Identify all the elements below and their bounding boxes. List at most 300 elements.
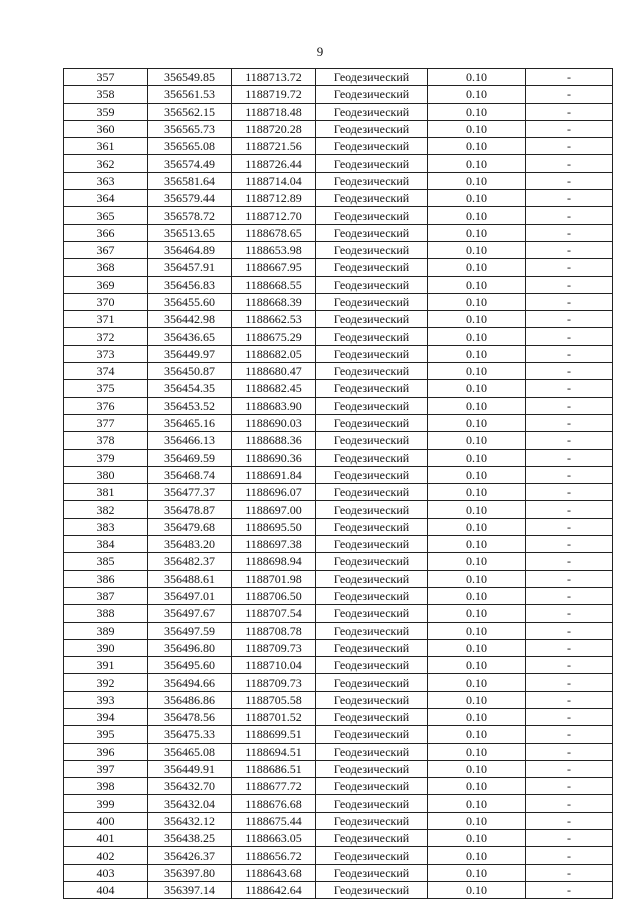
- method-cell: Геодезический: [316, 259, 428, 276]
- precision-cell: 0.10: [428, 311, 526, 328]
- x-coordinate-cell: 356466.13: [148, 432, 232, 449]
- y-coordinate-cell: 1188720.28: [232, 120, 316, 137]
- precision-cell: 0.10: [428, 138, 526, 155]
- x-coordinate-cell: 356465.08: [148, 743, 232, 760]
- precision-cell: 0.10: [428, 536, 526, 553]
- table-row: [64, 380, 613, 397]
- point-number-cell: 359: [64, 103, 148, 120]
- method-cell: Геодезический: [316, 881, 428, 898]
- y-coordinate-cell: 1188683.90: [232, 397, 316, 414]
- point-number-cell: 382: [64, 501, 148, 518]
- y-coordinate-cell: 1188706.50: [232, 587, 316, 604]
- x-coordinate-cell: 356496.80: [148, 639, 232, 656]
- precision-cell: 0.10: [428, 553, 526, 570]
- table-row: [64, 587, 613, 604]
- point-number-cell: 366: [64, 224, 148, 241]
- note-cell: -: [526, 691, 613, 708]
- note-cell: -: [526, 778, 613, 795]
- y-coordinate-cell: 1188726.44: [232, 155, 316, 172]
- precision-cell: 0.10: [428, 657, 526, 674]
- x-coordinate-cell: 356469.59: [148, 449, 232, 466]
- table-row: [64, 466, 613, 483]
- method-cell: Геодезический: [316, 207, 428, 224]
- table-row: [64, 605, 613, 622]
- precision-cell: 0.10: [428, 397, 526, 414]
- method-cell: Геодезический: [316, 743, 428, 760]
- point-number-cell: 374: [64, 363, 148, 380]
- point-number-cell: 394: [64, 708, 148, 725]
- point-number-cell: 402: [64, 847, 148, 864]
- note-cell: -: [526, 760, 613, 777]
- y-coordinate-cell: 1188690.36: [232, 449, 316, 466]
- y-coordinate-cell: 1188677.72: [232, 778, 316, 795]
- x-coordinate-cell: 356442.98: [148, 311, 232, 328]
- x-coordinate-cell: 356457.91: [148, 259, 232, 276]
- table-row: [64, 155, 613, 172]
- precision-cell: 0.10: [428, 760, 526, 777]
- note-cell: -: [526, 345, 613, 362]
- precision-cell: 0.10: [428, 743, 526, 760]
- point-number-cell: 399: [64, 795, 148, 812]
- method-cell: Геодезический: [316, 864, 428, 881]
- y-coordinate-cell: 1188695.50: [232, 518, 316, 535]
- precision-cell: 0.10: [428, 518, 526, 535]
- method-cell: Геодезический: [316, 795, 428, 812]
- y-coordinate-cell: 1188682.05: [232, 345, 316, 362]
- method-cell: Геодезический: [316, 172, 428, 189]
- method-cell: Геодезический: [316, 363, 428, 380]
- method-cell: Геодезический: [316, 155, 428, 172]
- x-coordinate-cell: 356432.12: [148, 812, 232, 829]
- table-row: [64, 622, 613, 639]
- point-number-cell: 378: [64, 432, 148, 449]
- table-row: [64, 207, 613, 224]
- method-cell: Геодезический: [316, 639, 428, 656]
- y-coordinate-cell: 1188662.53: [232, 311, 316, 328]
- y-coordinate-cell: 1188713.72: [232, 69, 316, 86]
- y-coordinate-cell: 1188663.05: [232, 830, 316, 847]
- table-row: [64, 657, 613, 674]
- x-coordinate-cell: 356475.33: [148, 726, 232, 743]
- y-coordinate-cell: 1188714.04: [232, 172, 316, 189]
- point-number-cell: 376: [64, 397, 148, 414]
- note-cell: -: [526, 69, 613, 86]
- point-number-cell: 401: [64, 830, 148, 847]
- method-cell: Геодезический: [316, 414, 428, 431]
- x-coordinate-cell: 356449.97: [148, 345, 232, 362]
- note-cell: -: [526, 449, 613, 466]
- y-coordinate-cell: 1188653.98: [232, 241, 316, 258]
- table-row: [64, 864, 613, 881]
- table-row: [64, 708, 613, 725]
- x-coordinate-cell: 356477.37: [148, 484, 232, 501]
- table-row: [64, 432, 613, 449]
- table-row: [64, 276, 613, 293]
- precision-cell: 0.10: [428, 155, 526, 172]
- point-number-cell: 381: [64, 484, 148, 501]
- page-number: 9: [316, 44, 324, 59]
- note-cell: -: [526, 743, 613, 760]
- method-cell: Геодезический: [316, 760, 428, 777]
- table-row: [64, 881, 613, 898]
- table-row: [64, 259, 613, 276]
- precision-cell: 0.10: [428, 224, 526, 241]
- table-row: [64, 328, 613, 345]
- method-cell: Геодезический: [316, 622, 428, 639]
- y-coordinate-cell: 1188699.51: [232, 726, 316, 743]
- point-number-cell: 395: [64, 726, 148, 743]
- note-cell: -: [526, 86, 613, 103]
- table-row: [64, 484, 613, 501]
- table-row: [64, 414, 613, 431]
- point-number-cell: 400: [64, 812, 148, 829]
- point-number-cell: 362: [64, 155, 148, 172]
- y-coordinate-cell: 1188668.55: [232, 276, 316, 293]
- y-coordinate-cell: 1188719.72: [232, 86, 316, 103]
- table-row: [64, 138, 613, 155]
- precision-cell: 0.10: [428, 778, 526, 795]
- x-coordinate-cell: 356495.60: [148, 657, 232, 674]
- method-cell: Геодезический: [316, 432, 428, 449]
- y-coordinate-cell: 1188668.39: [232, 293, 316, 310]
- y-coordinate-cell: 1188682.45: [232, 380, 316, 397]
- method-cell: Геодезический: [316, 587, 428, 604]
- method-cell: Геодезический: [316, 86, 428, 103]
- x-coordinate-cell: 356513.65: [148, 224, 232, 241]
- point-number-cell: 387: [64, 587, 148, 604]
- point-number-cell: 364: [64, 190, 148, 207]
- table-row: [64, 830, 613, 847]
- note-cell: -: [526, 190, 613, 207]
- method-cell: Геодезический: [316, 847, 428, 864]
- x-coordinate-cell: 356579.44: [148, 190, 232, 207]
- note-cell: -: [526, 657, 613, 674]
- point-number-cell: 368: [64, 259, 148, 276]
- method-cell: Геодезический: [316, 449, 428, 466]
- table-row: [64, 760, 613, 777]
- method-cell: Геодезический: [316, 708, 428, 725]
- x-coordinate-cell: 356565.08: [148, 138, 232, 155]
- y-coordinate-cell: 1188675.29: [232, 328, 316, 345]
- table-row: [64, 501, 613, 518]
- method-cell: Геодезический: [316, 103, 428, 120]
- precision-cell: 0.10: [428, 587, 526, 604]
- x-coordinate-cell: 356574.49: [148, 155, 232, 172]
- point-number-cell: 404: [64, 881, 148, 898]
- x-coordinate-cell: 356456.83: [148, 276, 232, 293]
- table-row: [64, 795, 613, 812]
- precision-cell: 0.10: [428, 86, 526, 103]
- method-cell: Геодезический: [316, 691, 428, 708]
- precision-cell: 0.10: [428, 812, 526, 829]
- method-cell: Геодезический: [316, 241, 428, 258]
- note-cell: -: [526, 241, 613, 258]
- x-coordinate-cell: 356497.01: [148, 587, 232, 604]
- x-coordinate-cell: 356454.35: [148, 380, 232, 397]
- note-cell: -: [526, 587, 613, 604]
- y-coordinate-cell: 1188697.00: [232, 501, 316, 518]
- y-coordinate-cell: 1188686.51: [232, 760, 316, 777]
- precision-cell: 0.10: [428, 622, 526, 639]
- method-cell: Геодезический: [316, 778, 428, 795]
- precision-cell: 0.10: [428, 830, 526, 847]
- note-cell: -: [526, 207, 613, 224]
- y-coordinate-cell: 1188688.36: [232, 432, 316, 449]
- precision-cell: 0.10: [428, 605, 526, 622]
- point-number-cell: 377: [64, 414, 148, 431]
- point-number-cell: 367: [64, 241, 148, 258]
- method-cell: Геодезический: [316, 812, 428, 829]
- x-coordinate-cell: 356479.68: [148, 518, 232, 535]
- point-number-cell: 388: [64, 605, 148, 622]
- y-coordinate-cell: 1188701.98: [232, 570, 316, 587]
- y-coordinate-cell: 1188707.54: [232, 605, 316, 622]
- point-number-cell: 390: [64, 639, 148, 656]
- x-coordinate-cell: 356453.52: [148, 397, 232, 414]
- table-row: [64, 743, 613, 760]
- precision-cell: 0.10: [428, 207, 526, 224]
- y-coordinate-cell: 1188678.65: [232, 224, 316, 241]
- table-row: [64, 120, 613, 137]
- precision-cell: 0.10: [428, 120, 526, 137]
- x-coordinate-cell: 356565.73: [148, 120, 232, 137]
- x-coordinate-cell: 356497.67: [148, 605, 232, 622]
- method-cell: Геодезический: [316, 518, 428, 535]
- x-coordinate-cell: 356488.61: [148, 570, 232, 587]
- method-cell: Геодезический: [316, 484, 428, 501]
- table-row: [64, 449, 613, 466]
- note-cell: -: [526, 622, 613, 639]
- method-cell: Геодезический: [316, 726, 428, 743]
- note-cell: -: [526, 155, 613, 172]
- point-number-cell: 360: [64, 120, 148, 137]
- precision-cell: 0.10: [428, 674, 526, 691]
- table-row: [64, 726, 613, 743]
- method-cell: Геодезический: [316, 311, 428, 328]
- precision-cell: 0.10: [428, 293, 526, 310]
- method-cell: Геодезический: [316, 397, 428, 414]
- precision-cell: 0.10: [428, 639, 526, 656]
- point-number-cell: 391: [64, 657, 148, 674]
- precision-cell: 0.10: [428, 501, 526, 518]
- point-number-cell: 383: [64, 518, 148, 535]
- x-coordinate-cell: 356478.56: [148, 708, 232, 725]
- note-cell: -: [526, 605, 613, 622]
- point-number-cell: 398: [64, 778, 148, 795]
- y-coordinate-cell: 1188697.38: [232, 536, 316, 553]
- y-coordinate-cell: 1188721.56: [232, 138, 316, 155]
- note-cell: -: [526, 553, 613, 570]
- note-cell: -: [526, 708, 613, 725]
- note-cell: -: [526, 259, 613, 276]
- precision-cell: 0.10: [428, 241, 526, 258]
- y-coordinate-cell: 1188675.44: [232, 812, 316, 829]
- table-row: [64, 691, 613, 708]
- table-row: [64, 103, 613, 120]
- method-cell: Геодезический: [316, 328, 428, 345]
- note-cell: -: [526, 726, 613, 743]
- note-cell: -: [526, 414, 613, 431]
- x-coordinate-cell: 356482.37: [148, 553, 232, 570]
- method-cell: Геодезический: [316, 276, 428, 293]
- point-number-cell: 371: [64, 311, 148, 328]
- point-number-cell: 380: [64, 466, 148, 483]
- y-coordinate-cell: 1188690.03: [232, 414, 316, 431]
- method-cell: Геодезический: [316, 657, 428, 674]
- precision-cell: 0.10: [428, 172, 526, 189]
- note-cell: -: [526, 570, 613, 587]
- precision-cell: 0.10: [428, 103, 526, 120]
- note-cell: -: [526, 363, 613, 380]
- table-row: [64, 847, 613, 864]
- note-cell: -: [526, 172, 613, 189]
- method-cell: Геодезический: [316, 501, 428, 518]
- x-coordinate-cell: 356497.59: [148, 622, 232, 639]
- note-cell: -: [526, 293, 613, 310]
- y-coordinate-cell: 1188708.78: [232, 622, 316, 639]
- y-coordinate-cell: 1188710.04: [232, 657, 316, 674]
- note-cell: -: [526, 881, 613, 898]
- x-coordinate-cell: 356483.20: [148, 536, 232, 553]
- method-cell: Геодезический: [316, 69, 428, 86]
- x-coordinate-cell: 356468.74: [148, 466, 232, 483]
- precision-cell: 0.10: [428, 363, 526, 380]
- y-coordinate-cell: 1188642.64: [232, 881, 316, 898]
- y-coordinate-cell: 1188691.84: [232, 466, 316, 483]
- x-coordinate-cell: 356426.37: [148, 847, 232, 864]
- x-coordinate-cell: 356432.70: [148, 778, 232, 795]
- x-coordinate-cell: 356561.53: [148, 86, 232, 103]
- table-row: [64, 536, 613, 553]
- x-coordinate-cell: 356549.85: [148, 69, 232, 86]
- table-row: [64, 311, 613, 328]
- method-cell: Геодезический: [316, 138, 428, 155]
- y-coordinate-cell: 1188712.70: [232, 207, 316, 224]
- method-cell: Геодезический: [316, 293, 428, 310]
- precision-cell: 0.10: [428, 708, 526, 725]
- method-cell: Геодезический: [316, 830, 428, 847]
- method-cell: Геодезический: [316, 466, 428, 483]
- y-coordinate-cell: 1188705.58: [232, 691, 316, 708]
- note-cell: -: [526, 864, 613, 881]
- y-coordinate-cell: 1188667.95: [232, 259, 316, 276]
- precision-cell: 0.10: [428, 449, 526, 466]
- point-number-cell: 393: [64, 691, 148, 708]
- point-number-cell: 392: [64, 674, 148, 691]
- table-row: [64, 812, 613, 829]
- note-cell: -: [526, 120, 613, 137]
- x-coordinate-cell: 356562.15: [148, 103, 232, 120]
- note-cell: -: [526, 795, 613, 812]
- note-cell: -: [526, 847, 613, 864]
- x-coordinate-cell: 356450.87: [148, 363, 232, 380]
- table-row: [64, 86, 613, 103]
- method-cell: Геодезический: [316, 380, 428, 397]
- table-row: [64, 224, 613, 241]
- precision-cell: 0.10: [428, 795, 526, 812]
- table-row: [64, 553, 613, 570]
- y-coordinate-cell: 1188709.73: [232, 674, 316, 691]
- precision-cell: 0.10: [428, 69, 526, 86]
- note-cell: -: [526, 830, 613, 847]
- method-cell: Геодезический: [316, 190, 428, 207]
- table-row: [64, 241, 613, 258]
- x-coordinate-cell: 356464.89: [148, 241, 232, 258]
- y-coordinate-cell: 1188709.73: [232, 639, 316, 656]
- x-coordinate-cell: 356397.14: [148, 881, 232, 898]
- coordinates-table: [63, 68, 613, 899]
- point-number-cell: 372: [64, 328, 148, 345]
- y-coordinate-cell: 1188701.52: [232, 708, 316, 725]
- method-cell: Геодезический: [316, 605, 428, 622]
- point-number-cell: 389: [64, 622, 148, 639]
- table-row: [64, 518, 613, 535]
- precision-cell: 0.10: [428, 259, 526, 276]
- note-cell: -: [526, 812, 613, 829]
- point-number-cell: 396: [64, 743, 148, 760]
- point-number-cell: 403: [64, 864, 148, 881]
- precision-cell: 0.10: [428, 414, 526, 431]
- note-cell: -: [526, 380, 613, 397]
- method-cell: Геодезический: [316, 345, 428, 362]
- precision-cell: 0.10: [428, 864, 526, 881]
- note-cell: -: [526, 674, 613, 691]
- note-cell: -: [526, 276, 613, 293]
- note-cell: -: [526, 432, 613, 449]
- note-cell: -: [526, 224, 613, 241]
- note-cell: -: [526, 484, 613, 501]
- table-row: [64, 674, 613, 691]
- point-number-cell: 386: [64, 570, 148, 587]
- precision-cell: 0.10: [428, 276, 526, 293]
- y-coordinate-cell: 1188680.47: [232, 363, 316, 380]
- note-cell: -: [526, 103, 613, 120]
- precision-cell: 0.10: [428, 570, 526, 587]
- x-coordinate-cell: 356578.72: [148, 207, 232, 224]
- precision-cell: 0.10: [428, 432, 526, 449]
- x-coordinate-cell: 356581.64: [148, 172, 232, 189]
- y-coordinate-cell: 1188696.07: [232, 484, 316, 501]
- y-coordinate-cell: 1188643.68: [232, 864, 316, 881]
- note-cell: -: [526, 466, 613, 483]
- note-cell: -: [526, 328, 613, 345]
- y-coordinate-cell: 1188712.89: [232, 190, 316, 207]
- y-coordinate-cell: 1188656.72: [232, 847, 316, 864]
- precision-cell: 0.10: [428, 380, 526, 397]
- point-number-cell: 369: [64, 276, 148, 293]
- x-coordinate-cell: 356455.60: [148, 293, 232, 310]
- point-number-cell: 373: [64, 345, 148, 362]
- method-cell: Геодезический: [316, 120, 428, 137]
- note-cell: -: [526, 138, 613, 155]
- point-number-cell: 397: [64, 760, 148, 777]
- precision-cell: 0.10: [428, 484, 526, 501]
- note-cell: -: [526, 311, 613, 328]
- precision-cell: 0.10: [428, 726, 526, 743]
- method-cell: Геодезический: [316, 224, 428, 241]
- x-coordinate-cell: 356465.16: [148, 414, 232, 431]
- method-cell: Геодезический: [316, 570, 428, 587]
- table-row: [64, 363, 613, 380]
- method-cell: Геодезический: [316, 553, 428, 570]
- table-row: [64, 345, 613, 362]
- note-cell: -: [526, 518, 613, 535]
- note-cell: -: [526, 397, 613, 414]
- note-cell: -: [526, 501, 613, 518]
- coordinates-table-body: [64, 69, 613, 899]
- method-cell: Геодезический: [316, 536, 428, 553]
- x-coordinate-cell: 356478.87: [148, 501, 232, 518]
